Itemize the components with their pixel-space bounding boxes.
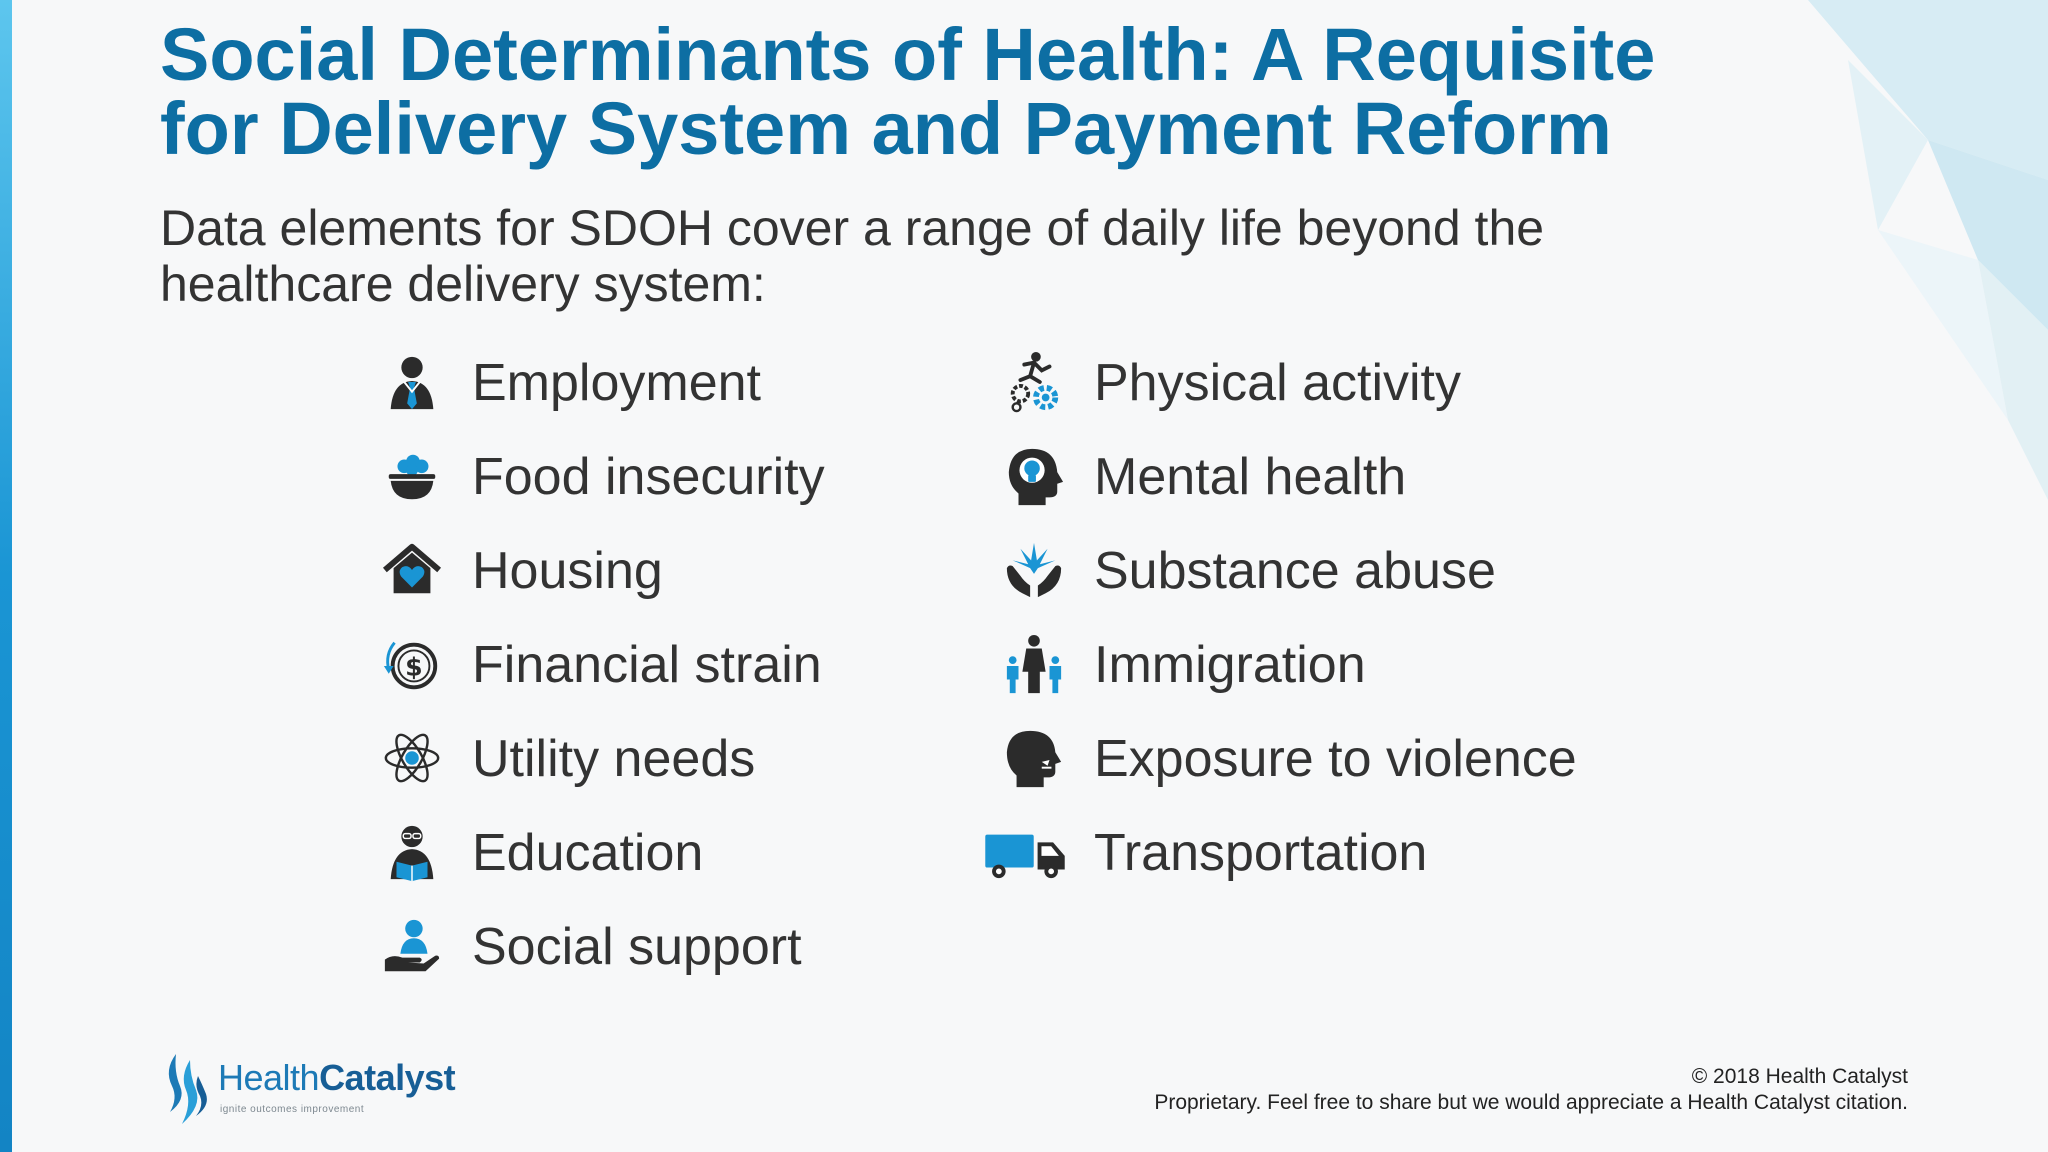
- list-item-label: Transportation: [1094, 824, 1428, 882]
- list-item-immigration: [1000, 630, 1660, 700]
- runner-gears-icon: [1000, 352, 1068, 412]
- hands-leaf-icon: [1000, 540, 1068, 600]
- list-item-exposure-to-violence: [1000, 724, 1660, 794]
- food-bowl-icon: [378, 446, 446, 506]
- list-item-transportation: [1000, 818, 1660, 888]
- citation-notice: Proprietary. Feel free to share but we would appreciate a Health Catalyst citation.: [1154, 1091, 1908, 1114]
- logo-catalyst-text: Catalyst: [319, 1057, 456, 1098]
- list-item-utility-needs: [378, 724, 1038, 794]
- list-item-label: Food insecurity: [472, 448, 825, 506]
- title-line-2: for Delivery System and Payment Reform: [160, 87, 1612, 170]
- flame-logo-icon: [160, 1050, 208, 1128]
- svg-text:$: $: [405, 652, 423, 682]
- student-book-icon: [378, 822, 446, 882]
- list-item-social-support: [378, 912, 1038, 982]
- logo-health-text: Health: [218, 1057, 320, 1098]
- person-hand-icon: [378, 916, 446, 976]
- dollar-circle-icon: [378, 634, 446, 694]
- footer: [1154, 1064, 1908, 1116]
- list-item-physical-activity: [1000, 348, 1660, 418]
- list-item-label: Social support: [472, 918, 802, 976]
- list-item-label: Utility needs: [472, 730, 756, 788]
- list-item-label: Housing: [472, 542, 663, 600]
- copyright-text: © 2018 Health Catalyst: [1691, 1065, 1908, 1088]
- atom-icon: [378, 728, 446, 788]
- slide-subtitle: [160, 200, 1720, 312]
- list-item-label: Physical activity: [1094, 354, 1461, 412]
- subtitle-line-2: healthcare delivery system:: [160, 256, 766, 312]
- list-item-mental-health: [1000, 442, 1660, 512]
- list-item-substance-abuse: [1000, 536, 1660, 606]
- businessman-icon: [378, 352, 446, 412]
- list-item-label: Employment: [472, 354, 761, 412]
- slide-title: [160, 13, 1780, 170]
- family-icon: [1000, 634, 1068, 694]
- list-item-label: Exposure to violence: [1094, 730, 1577, 788]
- subtitle-line-1: Data elements for SDOH cover a range of daily life beyond the: [160, 200, 1545, 256]
- list-item-label: Financial strain: [472, 636, 822, 694]
- list-item-label: Education: [472, 824, 704, 882]
- house-heart-icon: [378, 540, 446, 600]
- head-profile-icon: [1000, 728, 1068, 788]
- list-item-housing: [378, 536, 1038, 606]
- list-item-employment: [378, 348, 1038, 418]
- list-item-label: Mental health: [1094, 448, 1407, 506]
- left-accent-bar: [0, 0, 12, 1152]
- health-catalyst-logo: [160, 1050, 460, 1130]
- list-item-food-insecurity: [378, 442, 1038, 512]
- title-line-1: Social Determinants of Health: A Requisite: [160, 13, 1656, 96]
- list-item-financial-strain: [378, 630, 1038, 700]
- logo-wordmark: [218, 1058, 455, 1098]
- logo-tagline: ignite outcomes improvement: [220, 1104, 365, 1115]
- truck-icon: [982, 822, 1068, 882]
- head-lightbulb-icon: [1000, 446, 1068, 506]
- list-item-education: [378, 818, 1038, 888]
- list-item-label: Substance abuse: [1094, 542, 1496, 600]
- list-item-label: Immigration: [1094, 636, 1366, 694]
